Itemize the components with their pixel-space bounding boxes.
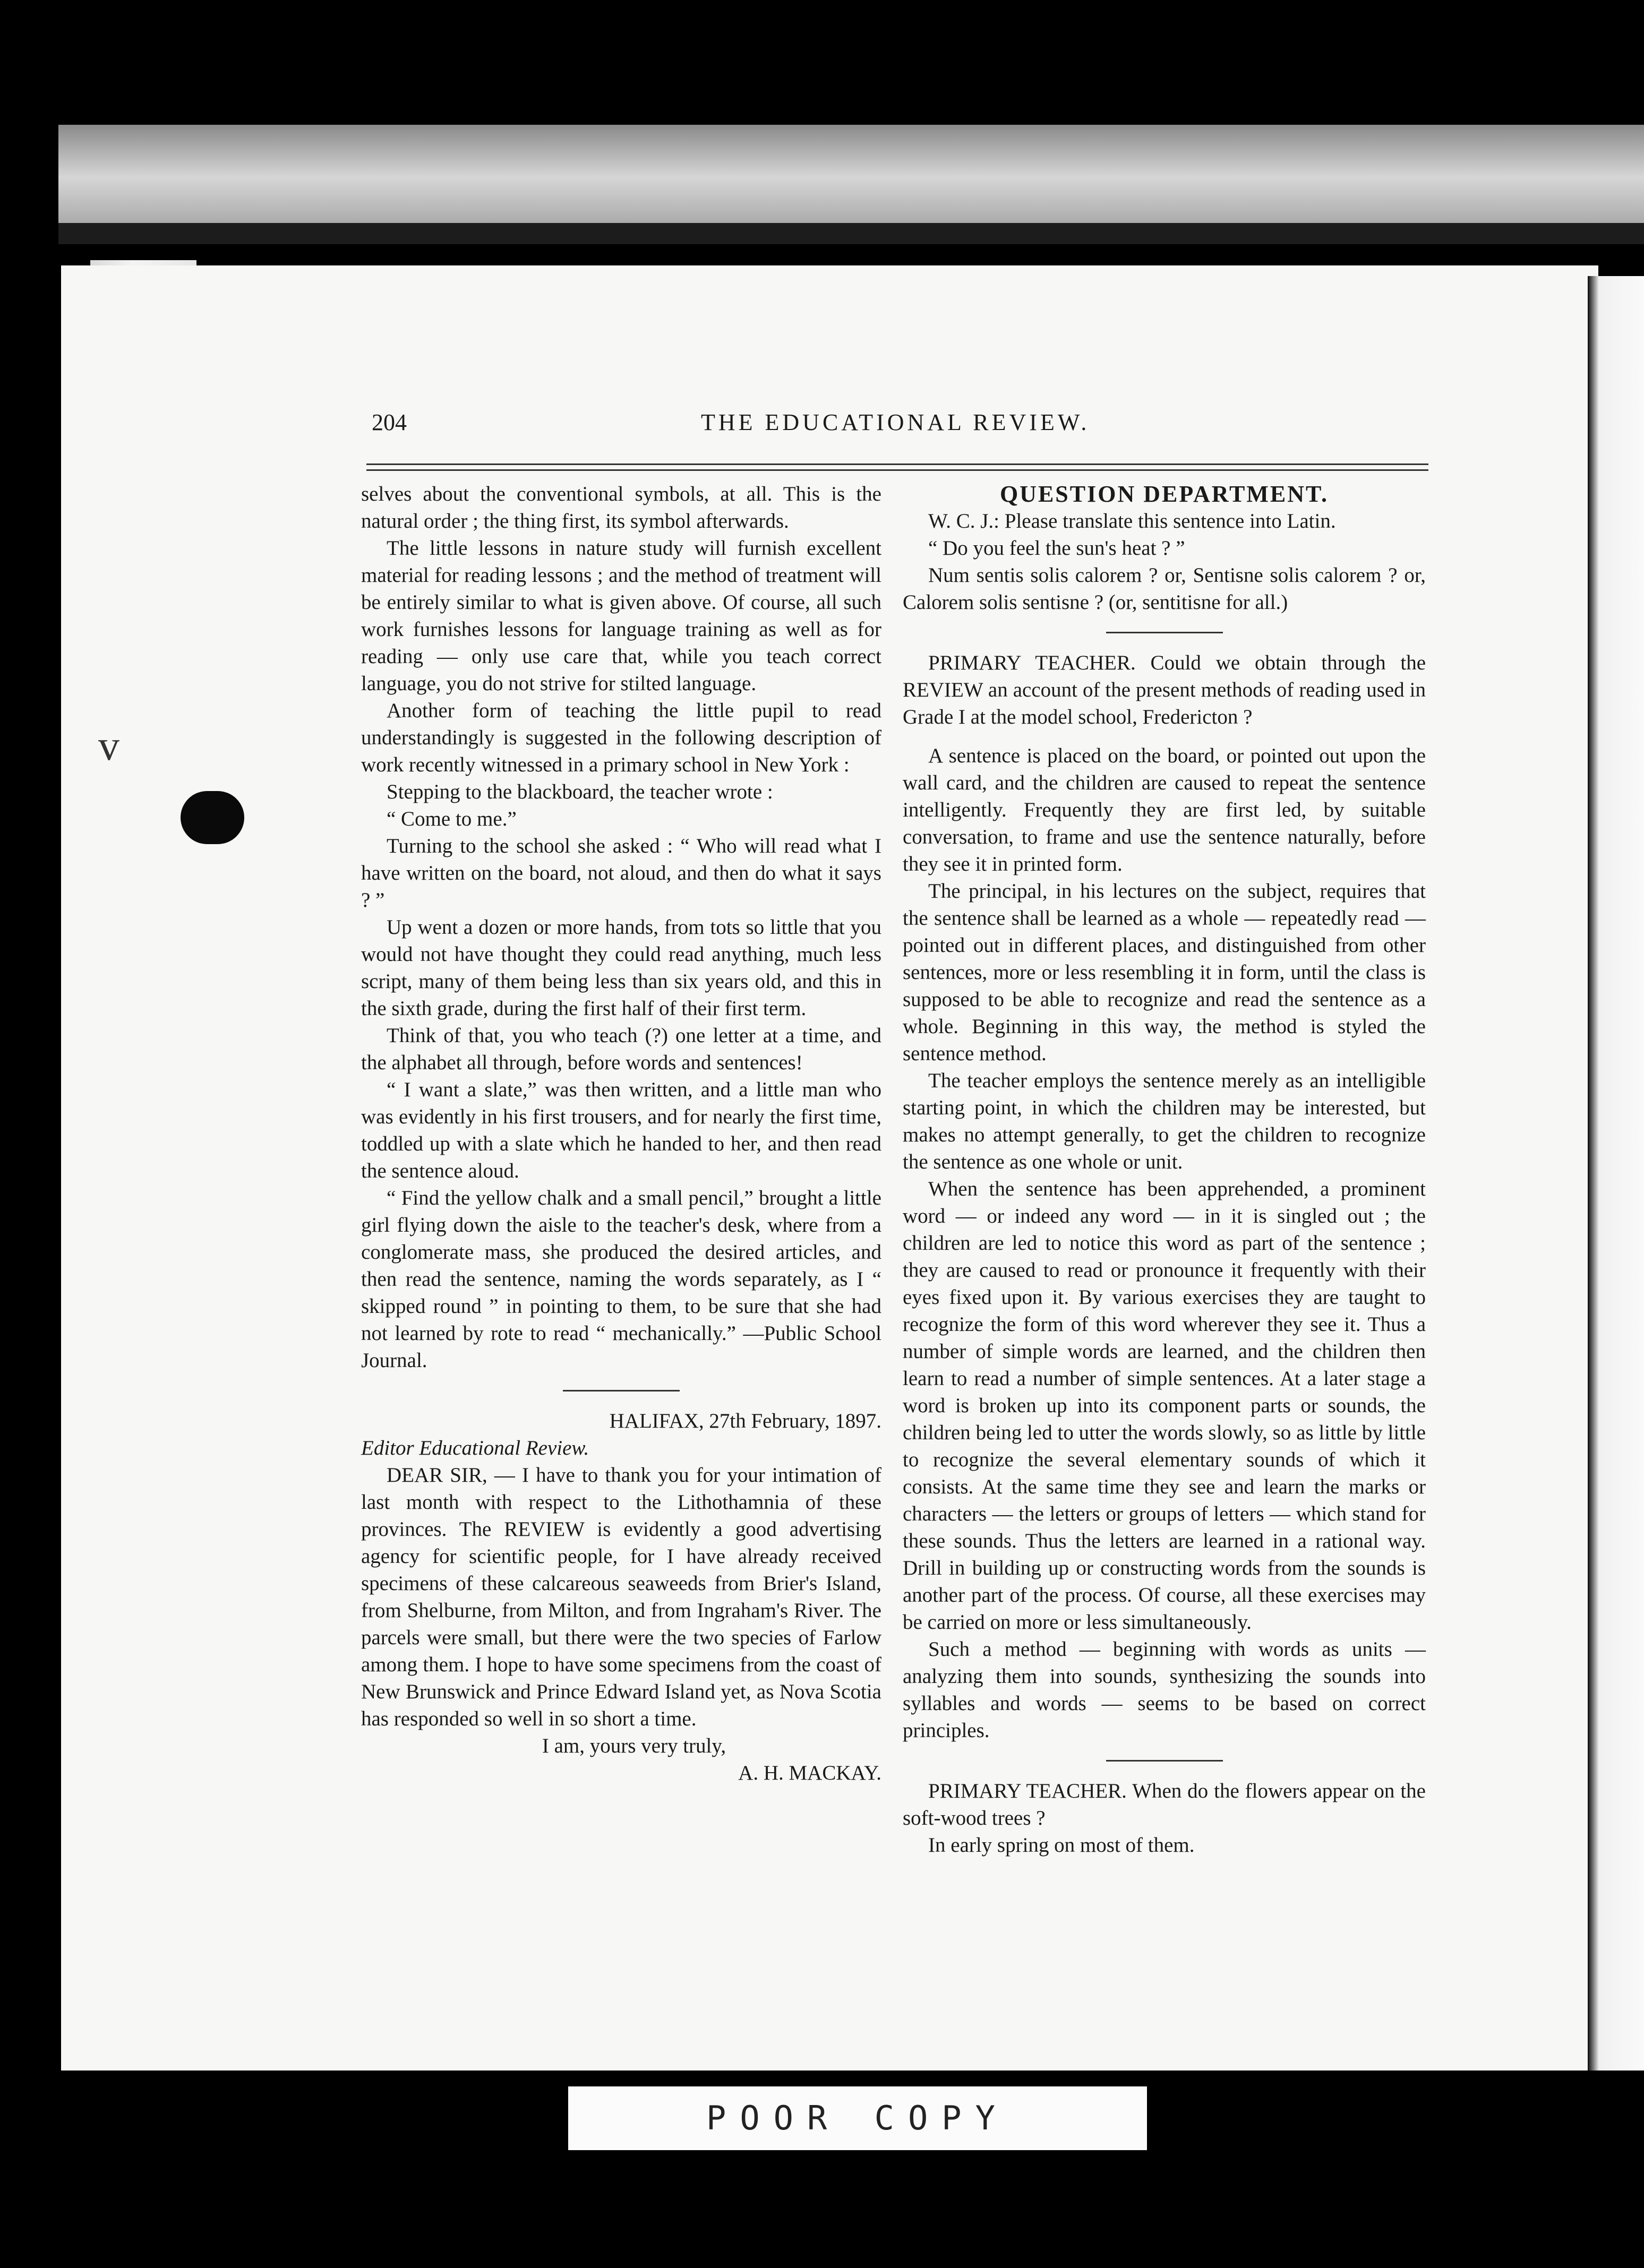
answer: When the sentence has been apprehended, a prominent word — or indeed any word — in it is singled out ; the children are led to notice this word as part of the sentence ; they are caused to read or pronounce it frequently with their eyes fixed upon it. By various exercises they are taught to recognize the form of this word wherever they see it. Thus a number of simple words are learned, and the children then learn to read a number of simple sentences. At a later stage a word is broken up into its component parts or sounds, the children being led to utter the words slowly, so as little by little to recognize the several elementary sounds of which it consists. At the same time they see and learn the marks or characters — the letters or groups of letters — which stand for these sounds. Thus the letters are learned in a rational way. Drill in building up or constructing words from the sounds is another part of the process. Of course, all these exercises may be carried on more or less simultaneously.: [903, 1178, 1426, 1634]
page-number: 204: [372, 409, 407, 435]
question: W. C. J.: Please translate this sentence into Latin.: [928, 510, 1336, 532]
right-column: [903, 480, 1426, 1859]
paragraph: “ Come to me.”: [387, 807, 517, 830]
scan-shadow-strip: [58, 223, 1644, 244]
section-divider: [1106, 632, 1223, 633]
letter-body: DEAR SIR, — I have to thank you for your intimation of last month with respect to the Lithothamnia of these provinces. The REVIEW is evidently a good advertising agency for scientific people, for I have already received specimens of these calcareous seaweeds from Brier's Island, from Shelburne, from Milton, and from Ingraham's River. The parcels were small, but there were the two species of Farlow among them. I hope to have some specimens from the coast of New Brunswick and Prince Edward Island yet, as Nova Scotia has responded so well in so short a time.: [361, 1464, 881, 1730]
letter-closing: I am, yours very truly,: [542, 1734, 726, 1757]
facing-page-edge: [1588, 276, 1644, 2076]
paragraph: Another form of teaching the little pupil to read understandingly is suggested in the following description of work recently witnessed in a primary school in New York :: [361, 699, 881, 776]
paragraph: Stepping to the blackboard, the teacher wrote :: [387, 780, 773, 803]
paragraph: The little lessons in nature study will furnish excellent material for reading lessons ; and the method of treatment will be entirely similar to what is given above. Of course, all such work furnishes lessons for language training as well as for reading — only use care that, while you teach correct language, you do not strive for stilted language.: [361, 537, 881, 695]
section-divider: [1106, 1760, 1223, 1762]
left-column: [361, 480, 881, 1786]
answer: Num sentis solis calorem ? or, Sentisne solis calorem ? or, Calorem solis sentisne ? (or, sentitisne for all.): [903, 564, 1426, 614]
answer: In early spring on most of them.: [928, 1834, 1195, 1857]
answer: A sentence is placed on the board, or pointed out upon the wall card, and the children are caused to repeat the sentence intelligently. Frequently they are first led, by suitable conversation, to frame and use the sentence naturally, before they see it in printed form.: [903, 744, 1426, 875]
paragraph: “ Find the yellow chalk and a small pencil,” brought a little girl flying down the aisle to the teacher's desk, where from a conglomerate mass, she produced the desired articles, and then read the sentence, naming the words separately, as I “ skipped round ” in pointing to them, to be sure that she had not learned by rote to read “ mechanically.” —Public School Journal.: [361, 1187, 881, 1372]
question: PRIMARY TEACHER. When do the flowers appear on the soft-wood trees ?: [903, 1780, 1426, 1829]
answer: Such a method — beginning with words as units — analyzing them into sounds, synthesizing the sounds into syllables and words — seems to be based on correct principles.: [903, 1638, 1426, 1742]
question-sentence: “ Do you feel the sun's heat ? ”: [928, 537, 1185, 560]
answer: The principal, in his lectures on the subject, requires that the sentence shall be learned as a whole — repeatedly read — pointed out in different places, and distinguished from other sentences, more or less resembling it in form, until the class is supposed to be able to recognize and read the sentence as a whole. Beginning in this way, the method is styled the sentence method.: [903, 880, 1426, 1065]
letter-signature: A. H. MACKAY.: [738, 1762, 881, 1784]
department-title: QUESTION DEPARTMENT.: [999, 481, 1329, 507]
answer: The teacher employs the sentence merely as an intelligible starting point, in which the children may be interested, but makes no attempt generally, to get the children to recognize the sentence as one whole or unit.: [903, 1069, 1426, 1173]
paragraph: Think of that, you who teach (?) one letter at a time, and the alphabet all through, before words and sentences!: [361, 1024, 881, 1074]
journal-title: THE EDUCATIONAL REVIEW.: [701, 409, 1090, 435]
margin-pencil-mark: v: [98, 723, 119, 769]
question: PRIMARY TEACHER. Could we obtain through the REVIEW an account of the present methods of reading used in Grade I at the model school, Fredericton ?: [903, 651, 1426, 728]
poor-copy-stamp: [568, 2086, 1147, 2150]
letter-addressee: Editor Educational Review.: [361, 1437, 589, 1459]
letter-dateline: HALIFAX, 27th February, 1897.: [609, 1410, 881, 1432]
page-clip: [181, 791, 244, 844]
paragraph: Turning to the school she asked : “ Who will read what I have written on the board, not aloud, and then do what it says ? ”: [361, 835, 881, 912]
paragraph: selves about the conventional symbols, at all. This is the natural order ; the thing first, its symbol afterwards.: [361, 483, 881, 532]
paragraph: Up went a dozen or more hands, from tots so little that you would not have thought they could read anything, much less script, many of them being less than six years old, and this in the sixth grade, during the first half of their first term.: [361, 916, 881, 1020]
paragraph: “ I want a slate,” was then written, and a little man who was evidently in his first trousers, and for nearly the first time, toddled up with a slate which he handed to her, and then read the sentence aloud.: [361, 1078, 881, 1182]
running-header: [372, 409, 1434, 457]
poor-copy-text: POOR COPY: [706, 2099, 1009, 2137]
header-rule: [366, 463, 1428, 471]
section-divider: [563, 1390, 680, 1391]
